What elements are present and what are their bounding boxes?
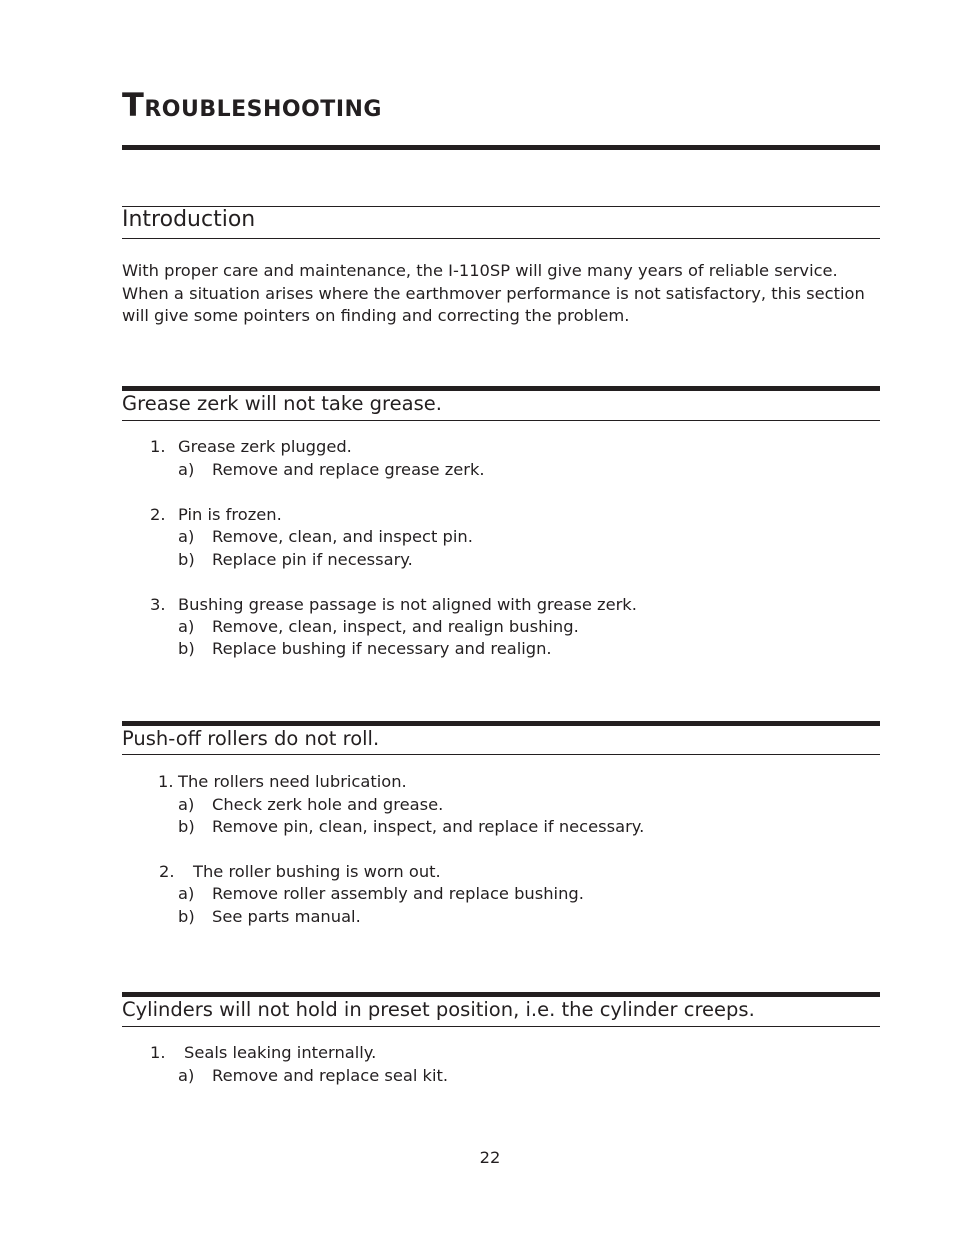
sub-item-letter: a) <box>178 884 195 903</box>
page-title: Troubleshooting <box>122 86 382 124</box>
sub-item-text: See parts manual. <box>212 907 361 926</box>
section-heading-cylinders: Cylinders will not hold in preset position, i.e. the cylinder creeps. <box>122 998 755 1021</box>
sub-item-text: Remove and replace seal kit. <box>212 1066 449 1085</box>
sub-item <box>178 795 443 815</box>
sub-item-letter: b) <box>178 550 195 569</box>
sub-item-text: Remove roller assembly and replace bushing. <box>212 884 584 903</box>
sub-item-letter: a) <box>178 617 195 636</box>
list-item <box>150 437 352 457</box>
item-number: 2. <box>150 505 166 524</box>
list-item <box>158 772 407 792</box>
item-number: 2. <box>159 862 175 881</box>
intro-paragraph <box>122 260 892 328</box>
section-heading-push-off-rollers: Push-off rollers do not roll. <box>122 727 380 750</box>
section-heading-grease-zerk: Grease zerk will not take grease. <box>122 392 442 415</box>
sub-item <box>178 639 552 659</box>
sub-item-text: Remove, clean, and inspect pin. <box>212 527 473 546</box>
item-text: The roller bushing is worn out. <box>193 862 441 881</box>
item-number: 3. <box>150 595 166 614</box>
list-item <box>150 595 637 615</box>
sub-item-letter: a) <box>178 795 195 814</box>
section-divider-thin <box>122 754 880 755</box>
list-item <box>159 862 441 882</box>
sub-item <box>178 1066 448 1086</box>
intro-line: When a situation arises where the earthmover performance is not satisfactory, this section <box>122 283 865 303</box>
sub-item <box>178 617 579 637</box>
item-text: Grease zerk plugged. <box>178 437 352 456</box>
section-divider-thin <box>122 1026 880 1027</box>
sub-item-letter: a) <box>178 527 195 546</box>
list-item <box>150 505 282 525</box>
item-number: 1. <box>150 437 166 456</box>
sub-item-text: Remove and replace grease zerk. <box>212 460 485 479</box>
intro-line: With proper care and maintenance, the I-110SP will give many years of reliable service. <box>122 261 838 280</box>
section-divider-thin <box>122 420 880 421</box>
list-item <box>150 1043 376 1063</box>
sub-item-text: Replace bushing if necessary and realign. <box>212 639 552 658</box>
intro-line: will give some pointers on finding and correcting the problem. <box>122 306 630 325</box>
item-text: Seals leaking internally. <box>184 1043 377 1062</box>
intro-heading: Introduction <box>122 207 256 232</box>
sub-item-letter: a) <box>178 460 195 479</box>
sub-item <box>178 907 361 927</box>
title-divider <box>122 145 880 150</box>
sub-item <box>178 550 413 570</box>
sub-item-text: Remove pin, clean, inspect, and replace if necessary. <box>212 817 645 836</box>
sub-item-text: Remove, clean, inspect, and realign bushing. <box>212 617 579 636</box>
sub-item-letter: b) <box>178 817 195 836</box>
item-text: Bushing grease passage is not aligned with grease zerk. <box>178 595 637 614</box>
page-number: 22 <box>479 1148 501 1167</box>
item-text: Pin is frozen. <box>178 505 282 524</box>
item-number: 1. <box>158 772 174 791</box>
sub-item-text: Replace pin if necessary. <box>212 550 413 569</box>
sub-item-letter: b) <box>178 907 195 926</box>
sub-item-text: Check zerk hole and grease. <box>212 795 444 814</box>
sub-item <box>178 527 473 547</box>
sub-item-letter: b) <box>178 639 195 658</box>
intro-divider-bottom <box>122 238 880 239</box>
sub-item <box>178 817 644 837</box>
item-number: 1. <box>150 1043 166 1062</box>
sub-item <box>178 884 584 904</box>
item-text: The rollers need lubrication. <box>178 772 407 791</box>
sub-item <box>178 460 485 480</box>
sub-item-letter: a) <box>178 1066 195 1085</box>
